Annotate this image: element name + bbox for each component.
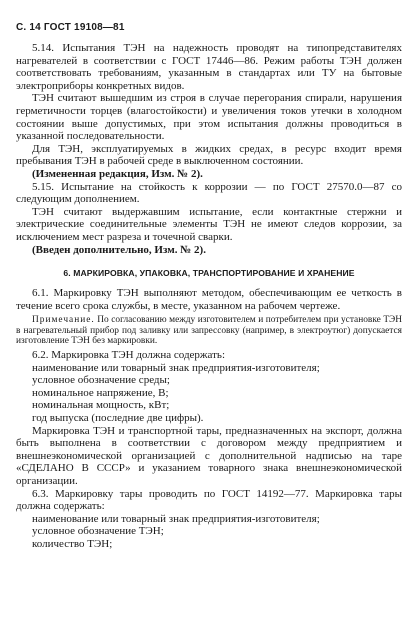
paragraph-6-1: 6.1. Маркировку ТЭН выполняют методом, обеспечивающим ее четкость в течение всего срока службы, в месте, указанном на рабочем чертеже. [16, 287, 402, 312]
list-item: год выпуска (последние две цифры). [32, 412, 204, 425]
page-header: С. 14 ГОСТ 19108—81 [16, 22, 125, 33]
note-label: Примечание. [32, 315, 95, 326]
note-text: По согласованию между изготовителем и потребителем при установке ТЭН в нагревательный прибор под заливку или запрессовку (например, в электроутюг) допускается изготовление ТЭН без маркировки. [16, 315, 402, 347]
paragraph-5-14: 5.14. Испытания ТЭН на надежность проводят на типопредставителях нагревателей в соответствии с ГОСТ 17446—86. Режим работы ТЭН должен соответствовать требованиям, указанным в стандартах или ТУ на бытовые электроприборы конкретных видов. [16, 42, 402, 92]
paragraph-5-14-liquid: Для ТЭН, эксплуатируемых в жидких средах, в ресурс входит время пребывания ТЭН в рабочей среде в выключенном состоянии. [16, 142, 402, 168]
list-item: количество ТЭН; [32, 537, 113, 550]
document-page [16, 22, 402, 551]
amendment-note-2: (Введен дополнительно, Изм. № 2). [32, 243, 206, 256]
list-item: наименование или товарный знак предприятия-изготовителя; [32, 361, 320, 374]
paragraph-5-15-criteria: ТЭН считают выдержавшим испытание, если контактные стержни и электрические соединительные элементы ТЭН не имеют следов коррозии, за исключением мест разреза и точечной сварки. [16, 205, 402, 243]
paragraph-6-3: 6.3. Маркировку тары проводить по ГОСТ 14192—77. Маркировка тары должна содержать: [16, 487, 402, 513]
paragraph-5-15: 5.15. Испытание на стойкость к коррозии — по ГОСТ 27570.0—87 со следующим дополнением. [16, 180, 402, 206]
list-item: номинальное напряжение, В; [32, 386, 169, 399]
paragraph-5-14-failure: ТЭН считают вышедшим из строя в случае перегорания спирали, нарушения герметичности торцев (влагостойкости) и увеличения токов утечки в холодном состоянии выше допустимых, при этом испытания должны проводиться в указанной последовательности. [16, 92, 402, 143]
paragraph-6-2-export: Маркировка ТЭН и транспортной тары, предназначенных на экспорт, должна быть выполнена в соответствии с договором между предприятием и внешнеэкономической организацией с дополнительной надписью на таре «СДЕЛАНО В СССР» и указанием товарного знака внешнеэкономической организации. [16, 424, 402, 487]
section-title: 6. МАРКИРОВКА, УПАКОВКА, ТРАНСПОРТИРОВАНИЕ И ХРАНЕНИЕ [63, 268, 355, 279]
list-item: наименование или товарный знак предприятия-изготовителя; [32, 512, 320, 525]
list-item: условное обозначение среды; [32, 374, 170, 387]
paragraph-6-2: 6.2. Маркировка ТЭН должна содержать: [32, 349, 226, 362]
amendment-note-1: (Измененная редакция, Изм. № 2). [32, 167, 203, 180]
list-item: условное обозначение ТЭН; [32, 525, 164, 538]
note [16, 315, 402, 347]
list-item: номинальная мощность, кВт; [32, 399, 170, 412]
